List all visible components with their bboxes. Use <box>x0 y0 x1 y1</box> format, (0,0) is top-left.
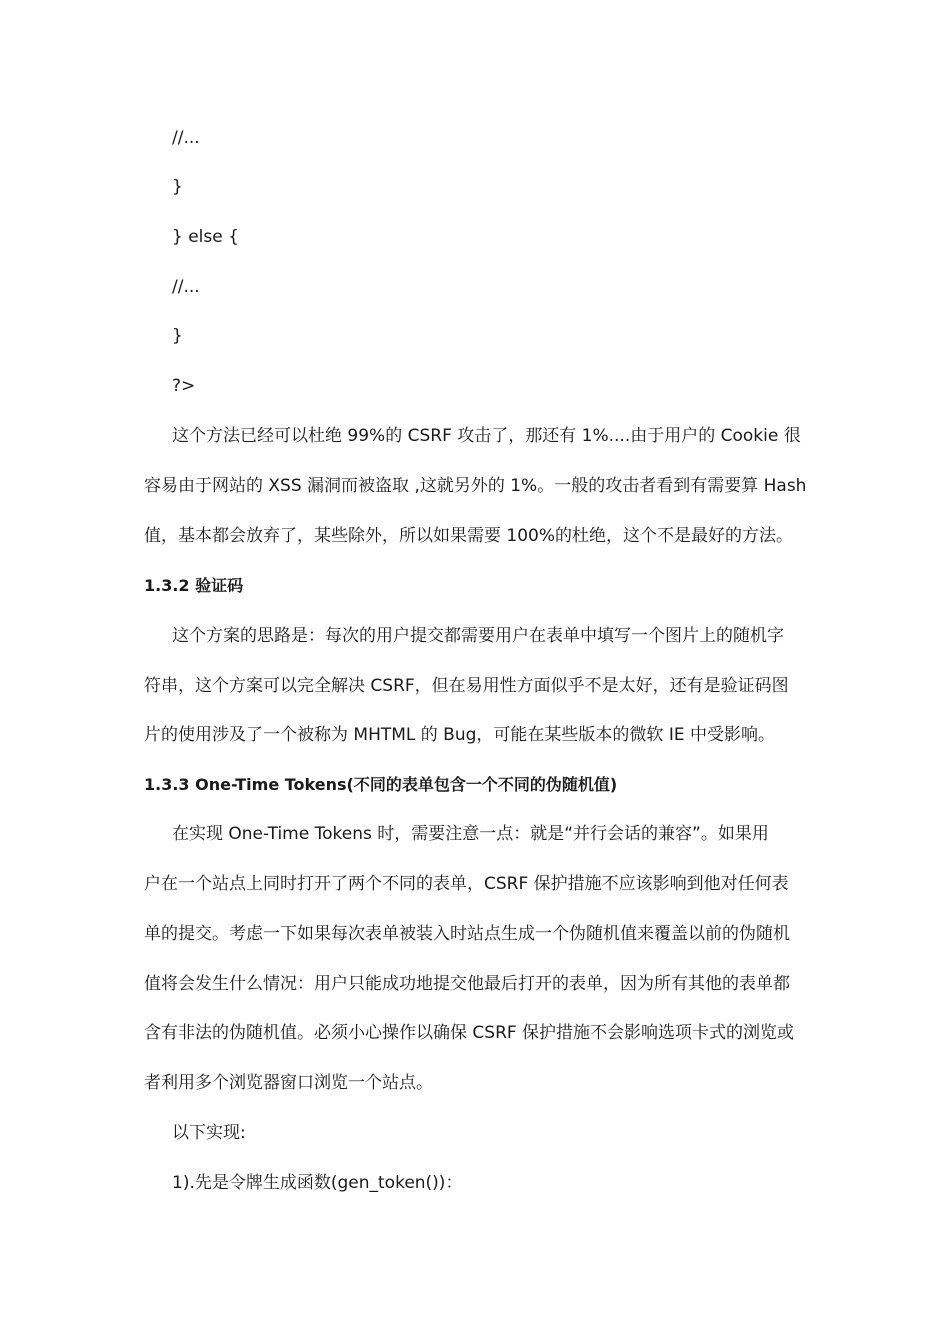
paragraph-line: 容易由于网站的 XSS 漏洞而被盗取 ,这就另外的 1%。一般的攻击者看到有需要算 Hash <box>144 476 807 496</box>
paragraph-line: 值将会发生什么情况：用户只能成功地提交他最后打开的表单，因为所有其他的表单都 <box>144 974 790 994</box>
paragraph-line: 符串，这个方案可以完全解决 CSRF，但在易用性方面似乎不是太好，还有是验证码图 <box>144 676 789 696</box>
paragraph-line: 户在一个站点上同时打开了两个不同的表单，CSRF 保护措施不应该影响到他对任何表 <box>144 874 789 894</box>
code-line: //... <box>172 277 200 297</box>
paragraph-line: 这个方法已经可以杜绝 99%的 CSRF 攻击了，那还有 1%....由于用户的 Cookie 很 <box>172 426 801 446</box>
paragraph-line: 者利用多个浏览器窗口浏览一个站点。 <box>144 1073 433 1093</box>
code-line: ?> <box>172 376 196 396</box>
section-heading: 1.3.2 验证码 <box>144 576 244 595</box>
paragraph-line: 1).先是令牌生成函数(gen_token())： <box>172 1173 463 1193</box>
code-line: } <box>172 177 183 197</box>
paragraph-line: 值，基本都会放弃了，某些除外，所以如果需要 100%的杜绝，这个不是最好的方法。 <box>144 526 794 546</box>
code-line: } else { <box>172 227 239 247</box>
code-line: } <box>172 326 183 346</box>
code-line: //... <box>172 128 200 148</box>
paragraph-line: 单的提交。考虑一下如果每次表单被装入时站点生成一个伪随机值来覆盖以前的伪随机 <box>144 924 790 944</box>
paragraph-line: 含有非法的伪随机值。必须小心操作以确保 CSRF 保护措施不会影响选项卡式的浏览或 <box>144 1023 795 1043</box>
paragraph-line: 在实现 One-Time Tokens 时，需要注意一点：就是“并行会话的兼容”。如果用 <box>172 824 769 844</box>
paragraph-line: 以下实现: <box>172 1123 246 1143</box>
paragraph-line: 片的使用涉及了一个被称为 MHTML 的 Bug，可能在某些版本的微软 IE 中受影响。 <box>144 725 775 745</box>
paragraph-line: 这个方案的思路是：每次的用户提交都需要用户在表单中填写一个图片上的随机字 <box>172 626 784 646</box>
section-heading: 1.3.3 One-Time Tokens(不同的表单包含一个不同的伪随机值) <box>144 775 618 794</box>
